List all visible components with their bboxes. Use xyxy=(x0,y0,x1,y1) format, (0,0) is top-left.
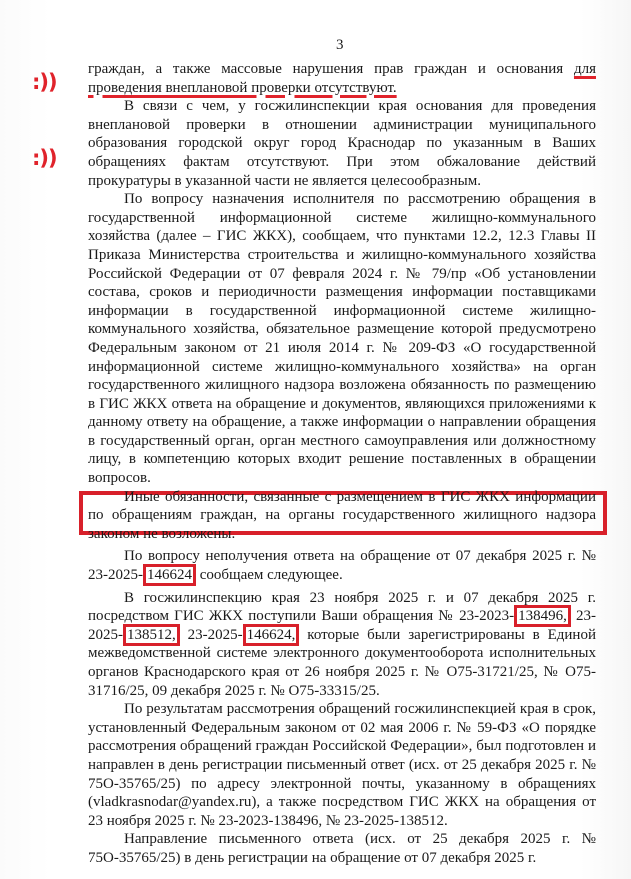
paragraph-6-text-a: В госжилинспекцию края 23 ноября 2025 г. и 07 декабря 2025 г. посредством ГИС ЖКХ поступили Ваши обращения № 23-2023- xyxy=(88,589,596,625)
paragraph-7: По результатам рассмотрения обращений госжилинспекцией края в срок, установленный Федеральным законом от 02 мая 2006 г. № 59-ФЗ «О порядке рассмотрения обращений граждан Российской Федерации», был подготовлен и направлен в день регистрации письменный ответ (исх. от 25 декабря 2025 г. № 75О-35765/25) по адресу электронной почты, указанному в обращениях (vladkrasnodar@yandex.ru), а также посредством ГИС ЖКХ на обращения от 23 ноября 2025 г. № 23-2023-138496, № 23-2025-138512. xyxy=(88,701,596,829)
paragraph-1 xyxy=(88,60,596,97)
highlighted-number-146624: 146624 xyxy=(143,564,196,586)
paragraph-5-text-b: сообщаем следующее. xyxy=(196,567,343,584)
paragraph-5-text-a: По вопросу неполучения ответа на обращение от 07 декабря 2025 г. № 23-2025- xyxy=(88,548,596,584)
paragraph-2: В связи с чем, у госжилинспекции края основания для проведения внеплановой проверки в отношении администрации муниципального образования городской округ город Краснодар по указанным в Ваших обращениях фактам отсутствуют. При этом обжалование действий прокуратуры в указанной части не является целесообразным. xyxy=(88,98,596,189)
paragraph-4: Иные обязанности, связанные с размещением в ГИС ЖКХ информации по обращениям граждан, на органы государственного жилищного надзора законом не возложены. xyxy=(88,488,596,542)
paragraph-6-text-b: 23-2025- xyxy=(88,608,596,643)
smiley-annotation-2: :)) xyxy=(32,146,57,170)
smiley-annotation-1: :)) xyxy=(32,70,57,94)
highlighted-number-138496: 138496, xyxy=(514,605,571,627)
highlighted-number-146624-b: 146624, xyxy=(243,624,300,646)
highlighted-number-138512: 138512, xyxy=(123,624,180,646)
paragraph-6-text-c: 23-2025- xyxy=(179,626,243,643)
document-body xyxy=(88,60,596,868)
paragraph-3: По вопросу назначения исполнителя по рассмотрению обращения в государственной информационной системе жилищно-коммунального хозяйства (далее – ГИС ЖКХ), сообщаем, что пунктами 12.2, 12.3 Главы II Приказа Министерства строительства и жилищно-коммунального хозяйства Российской Федерации от 07 февраля 2024 г. № 79/пр «Об установлении состава, сроков и периодичности размещения информации поставщиками информации в государственной информационной системе жилищно-коммунального хозяйства, обязательное размещение которой предусмотрено Федеральным законом от 21 июля 2014 г. № 209-ФЗ «О государственной информационной системе жилищно-коммунального хозяйства» на орган государственного жилищного надзора возложена обязанность по размещению в ГИС ЖКХ ответа на обращение и документов, являющихся приложениями к данному ответу на обращение, а также информации о направлении обращения в государственный орган, орган местного самоуправления или должностному лицу, в компетенцию которых входит решение поставленных в обращении вопросов. xyxy=(88,191,596,487)
paragraph-6 xyxy=(88,589,596,701)
paragraph-6-text-d: которые были зарегистрированы в Единой межведомственной системе электронного документооборота исполнительных органов Краснодарского края от 26 ноября 2025 г. № О75-31721/25, № О75-31716/25, 09 декабря 2025 г. № О75-33315/25. xyxy=(88,626,596,699)
paragraph-1-underlined: для проведения внеплановой проверки отсутствуют. xyxy=(88,61,596,96)
paragraph-1-line-a: граждан, а также массовые нарушения прав граждан и основания xyxy=(88,61,564,77)
page-number: 3 xyxy=(336,37,344,53)
paragraph-5 xyxy=(88,547,596,584)
paragraph-8: Направление письменного ответа (исх. от 25 декабря 2025 г. № 75О-35765/25) в день регистрации на обращение от 07 декабря 2025 г. xyxy=(88,831,596,866)
